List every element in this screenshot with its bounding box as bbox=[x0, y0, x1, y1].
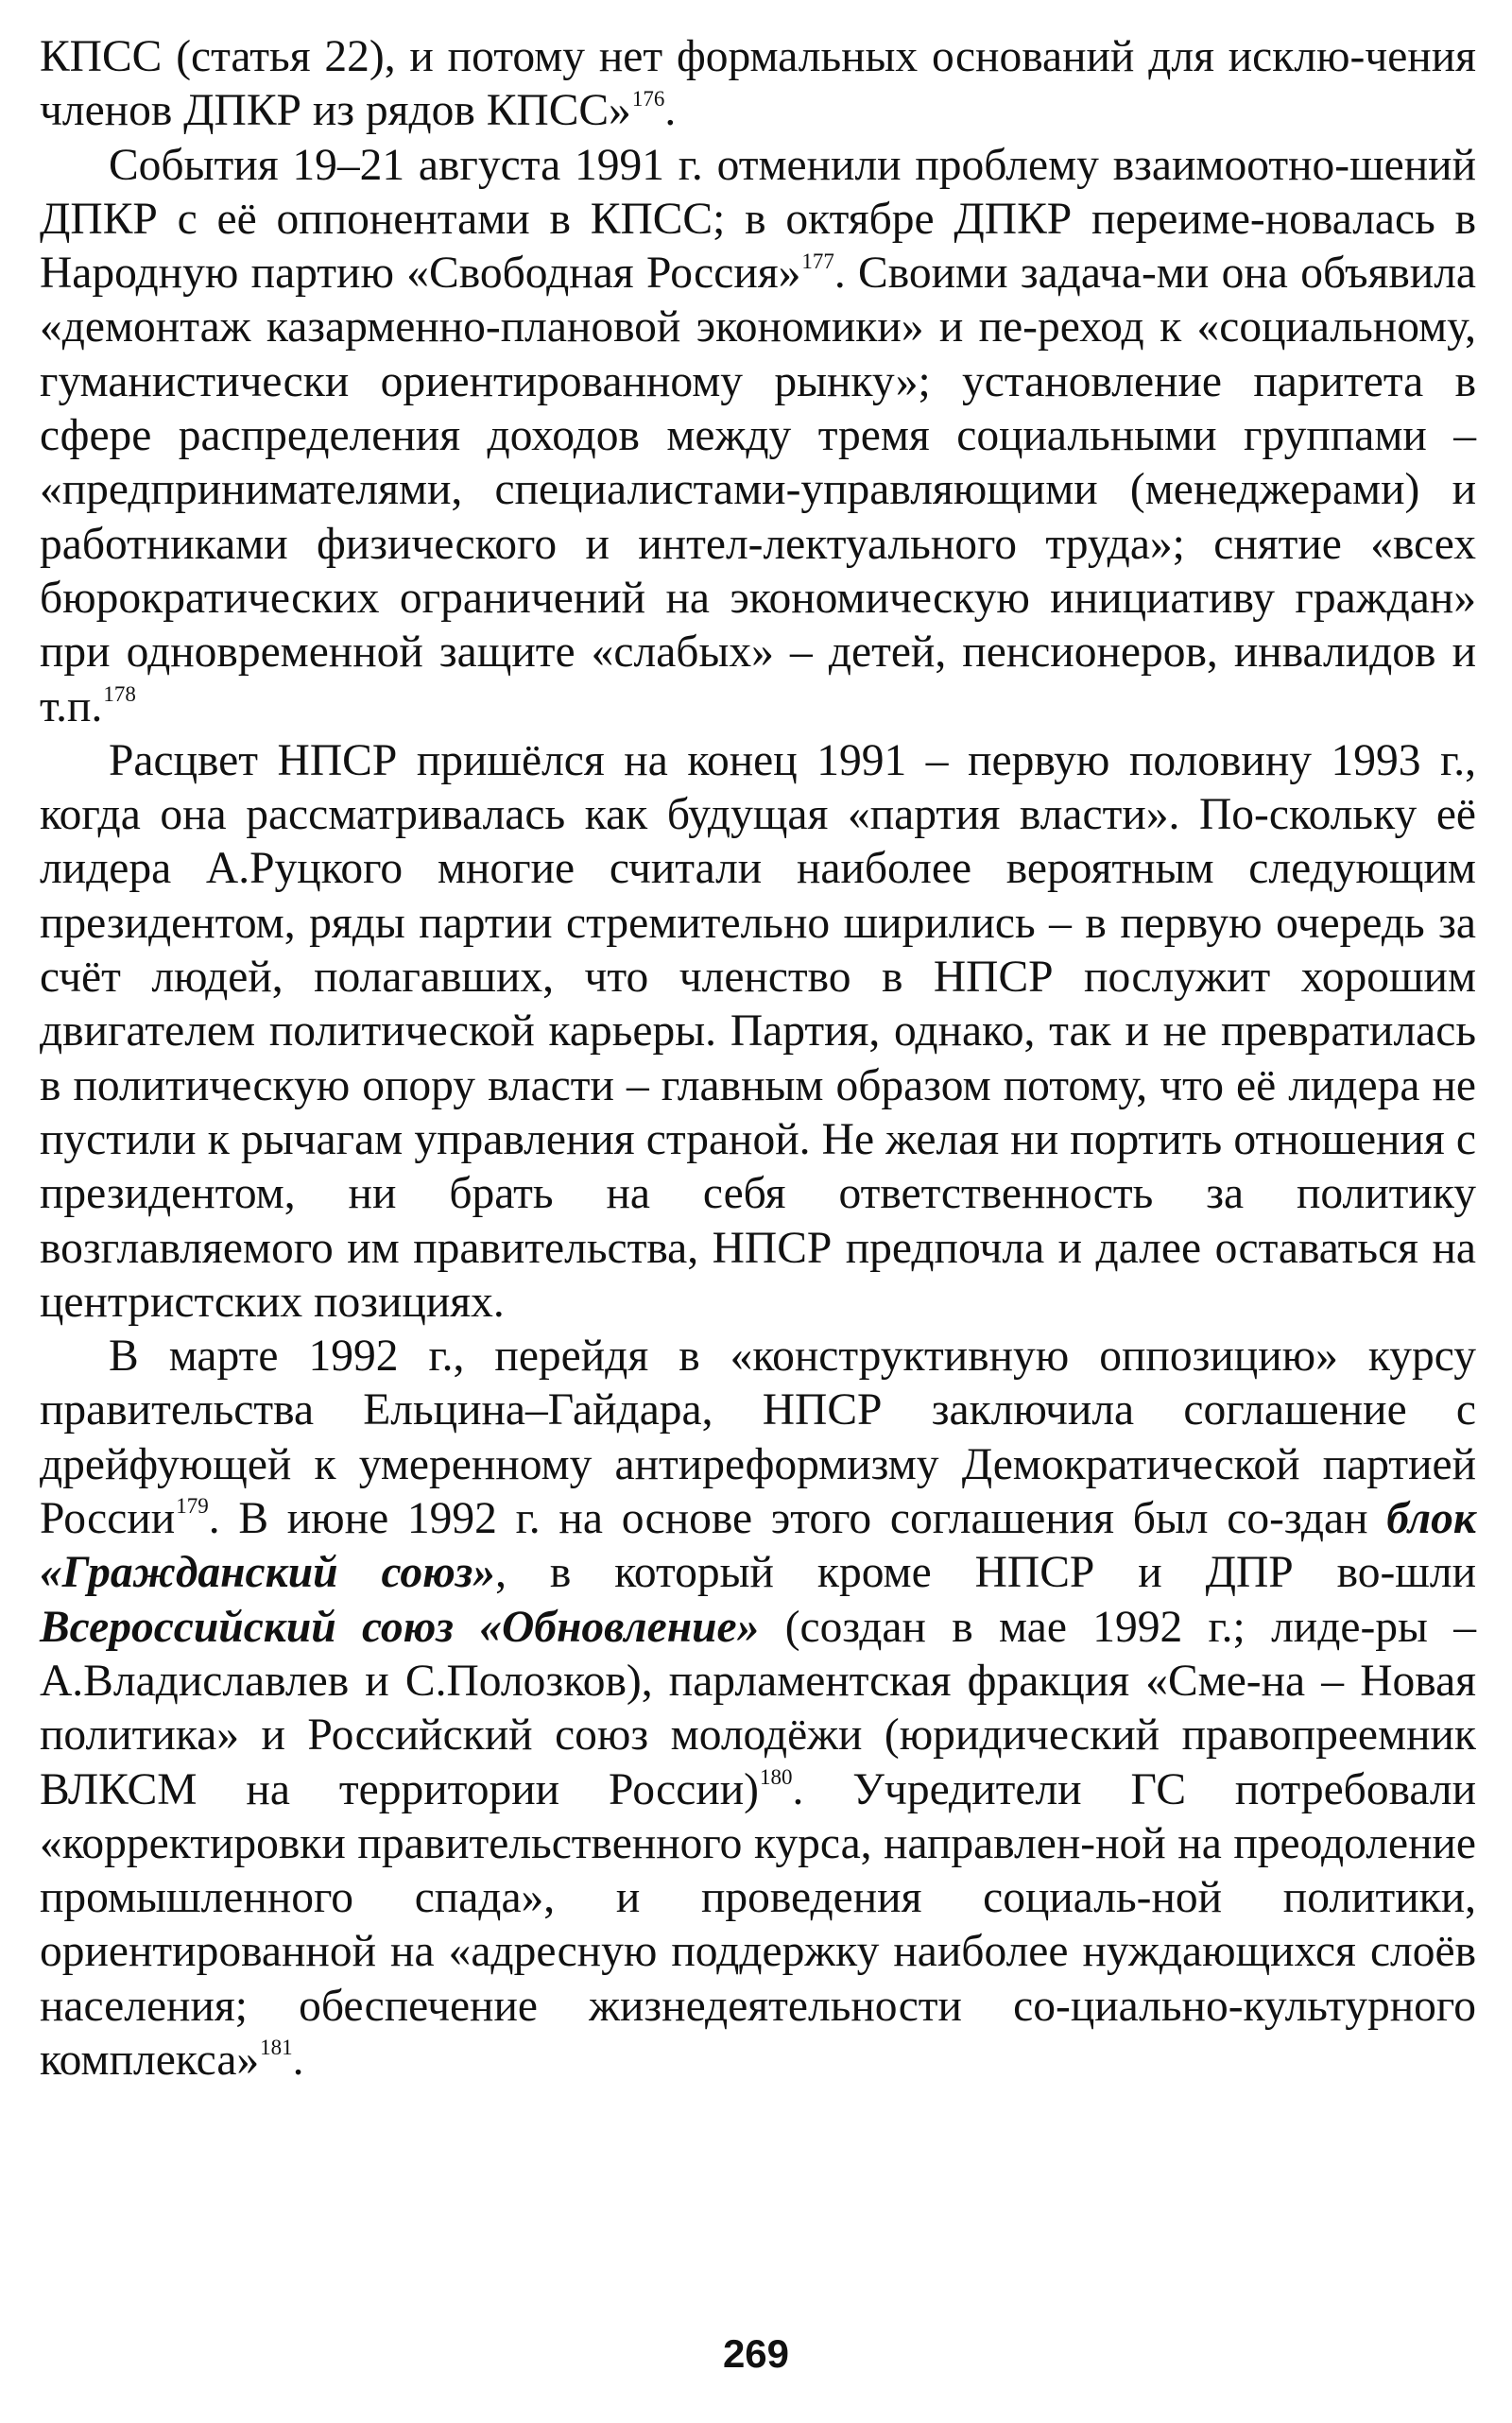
paragraph-text: КПСС (статья 22), и потому нет формальных оснований для исклю-чения членов ДПКР из рядов КПСС» bbox=[40, 32, 1476, 136]
footnote-ref-179: 179 bbox=[176, 1494, 209, 1519]
paragraph-text: . В июне 1992 г. на основе этого соглашения был со-здан bbox=[208, 1494, 1387, 1544]
paragraph-continuation bbox=[40, 30, 1476, 139]
footnote-ref-177: 177 bbox=[801, 249, 834, 273]
emphasis-civic-union-bloc: блок «Гражданский союз» bbox=[40, 1494, 1476, 1598]
paragraph-text: Расцвет НПСР пришёлся на конец 1991 – первую половину 1993 г., когда она рассматривалась как будущая «партия власти». По-скольку её лидера А.Руцкого многие считали наиболее вероятным следующим президентом, ряды партии стремительно ширились – в первую очередь за счёт людей, полагавших, что членство в НПСР послужит хорошим двигателем политической карьеры. Партия, однако, так и не превратилась в политическую опору власти – главным образом потому, что её лидера не пустили к рычагам управления страной. Не желая ни портить отношения с президентом, ни брать на себя ответственность за политику возглавляемого им правительства, НПСР предпочла и далее оставаться на центристских позициях. bbox=[40, 735, 1476, 1327]
footnote-ref-181: 181 bbox=[260, 2036, 293, 2060]
footnote-ref-178: 178 bbox=[103, 681, 136, 706]
emphasis-obnovlenie-union: Всероссийский союз «Обновление» bbox=[40, 1602, 760, 1652]
page-number: 269 bbox=[722, 2331, 790, 2376]
body-text bbox=[40, 30, 1476, 2088]
paragraph-text: В марте 1992 г., перейдя в «конструктивную оппозицию» курсу правительства Ельцина–Гайдара, НПСР заключила соглашение с дрейфующей к умеренному антиреформизму Демократической партией России bbox=[40, 1332, 1476, 1544]
paragraph-text: . bbox=[664, 86, 677, 136]
paragraph-text: . Своими задача-ми она объявила «демонтаж казарменно-плановой экономики» и пе-реход к «социальному, гуманистически ориентированному рынку»; установление паритета в сфере распределения доходов между тремя социальными группами – «предпринимателями, специалистами-управляющими (менеджерами) и работниками физического и интел-лектуального труда»; снятие «всех бюрократических ограничений на экономическую инициативу граждан» при одновременной защите «слабых» – детей, пенсионеров, инвалидов и т.п. bbox=[40, 249, 1476, 731]
paragraph-text: События 19–21 августа 1991 г. отменили проблему взаимоотно-шений ДПКР с её оппонентами в КПСС; в октябре ДПКР переиме-новалась в Народную партию «Свободная Россия» bbox=[40, 140, 1476, 299]
footnote-ref-180: 180 bbox=[760, 1764, 793, 1789]
footnote-ref-176: 176 bbox=[631, 86, 665, 111]
paragraph-text: (создан в мае 1992 г.; лиде-ры – А.Владиславлев и С.Полозков), парламентская фракция «Сме-на – Новая политика» и Российский союз молодёжи (юридический правопреемник ВЛКСМ на территории России) bbox=[40, 1602, 1476, 1814]
paragraph-npsr-rise bbox=[40, 734, 1476, 1330]
paragraph-civic-union bbox=[40, 1330, 1476, 2088]
paragraph-text: . Учредители ГС потребовали «корректировки правительственного курса, направлен-ной на преодоление промышленного спада», и проведения социаль-ной политики, ориентированной на «адресную поддержку наиболее нуждающихся слоёв населения; обеспечение жизнедеятельности со-циально-культурного комплекса» bbox=[40, 1764, 1476, 2085]
paragraph-text: . bbox=[292, 2035, 304, 2085]
paragraph-august-events bbox=[40, 139, 1476, 734]
paragraph-text: , в который кроме НПСР и ДПР во-шли bbox=[495, 1548, 1476, 1598]
